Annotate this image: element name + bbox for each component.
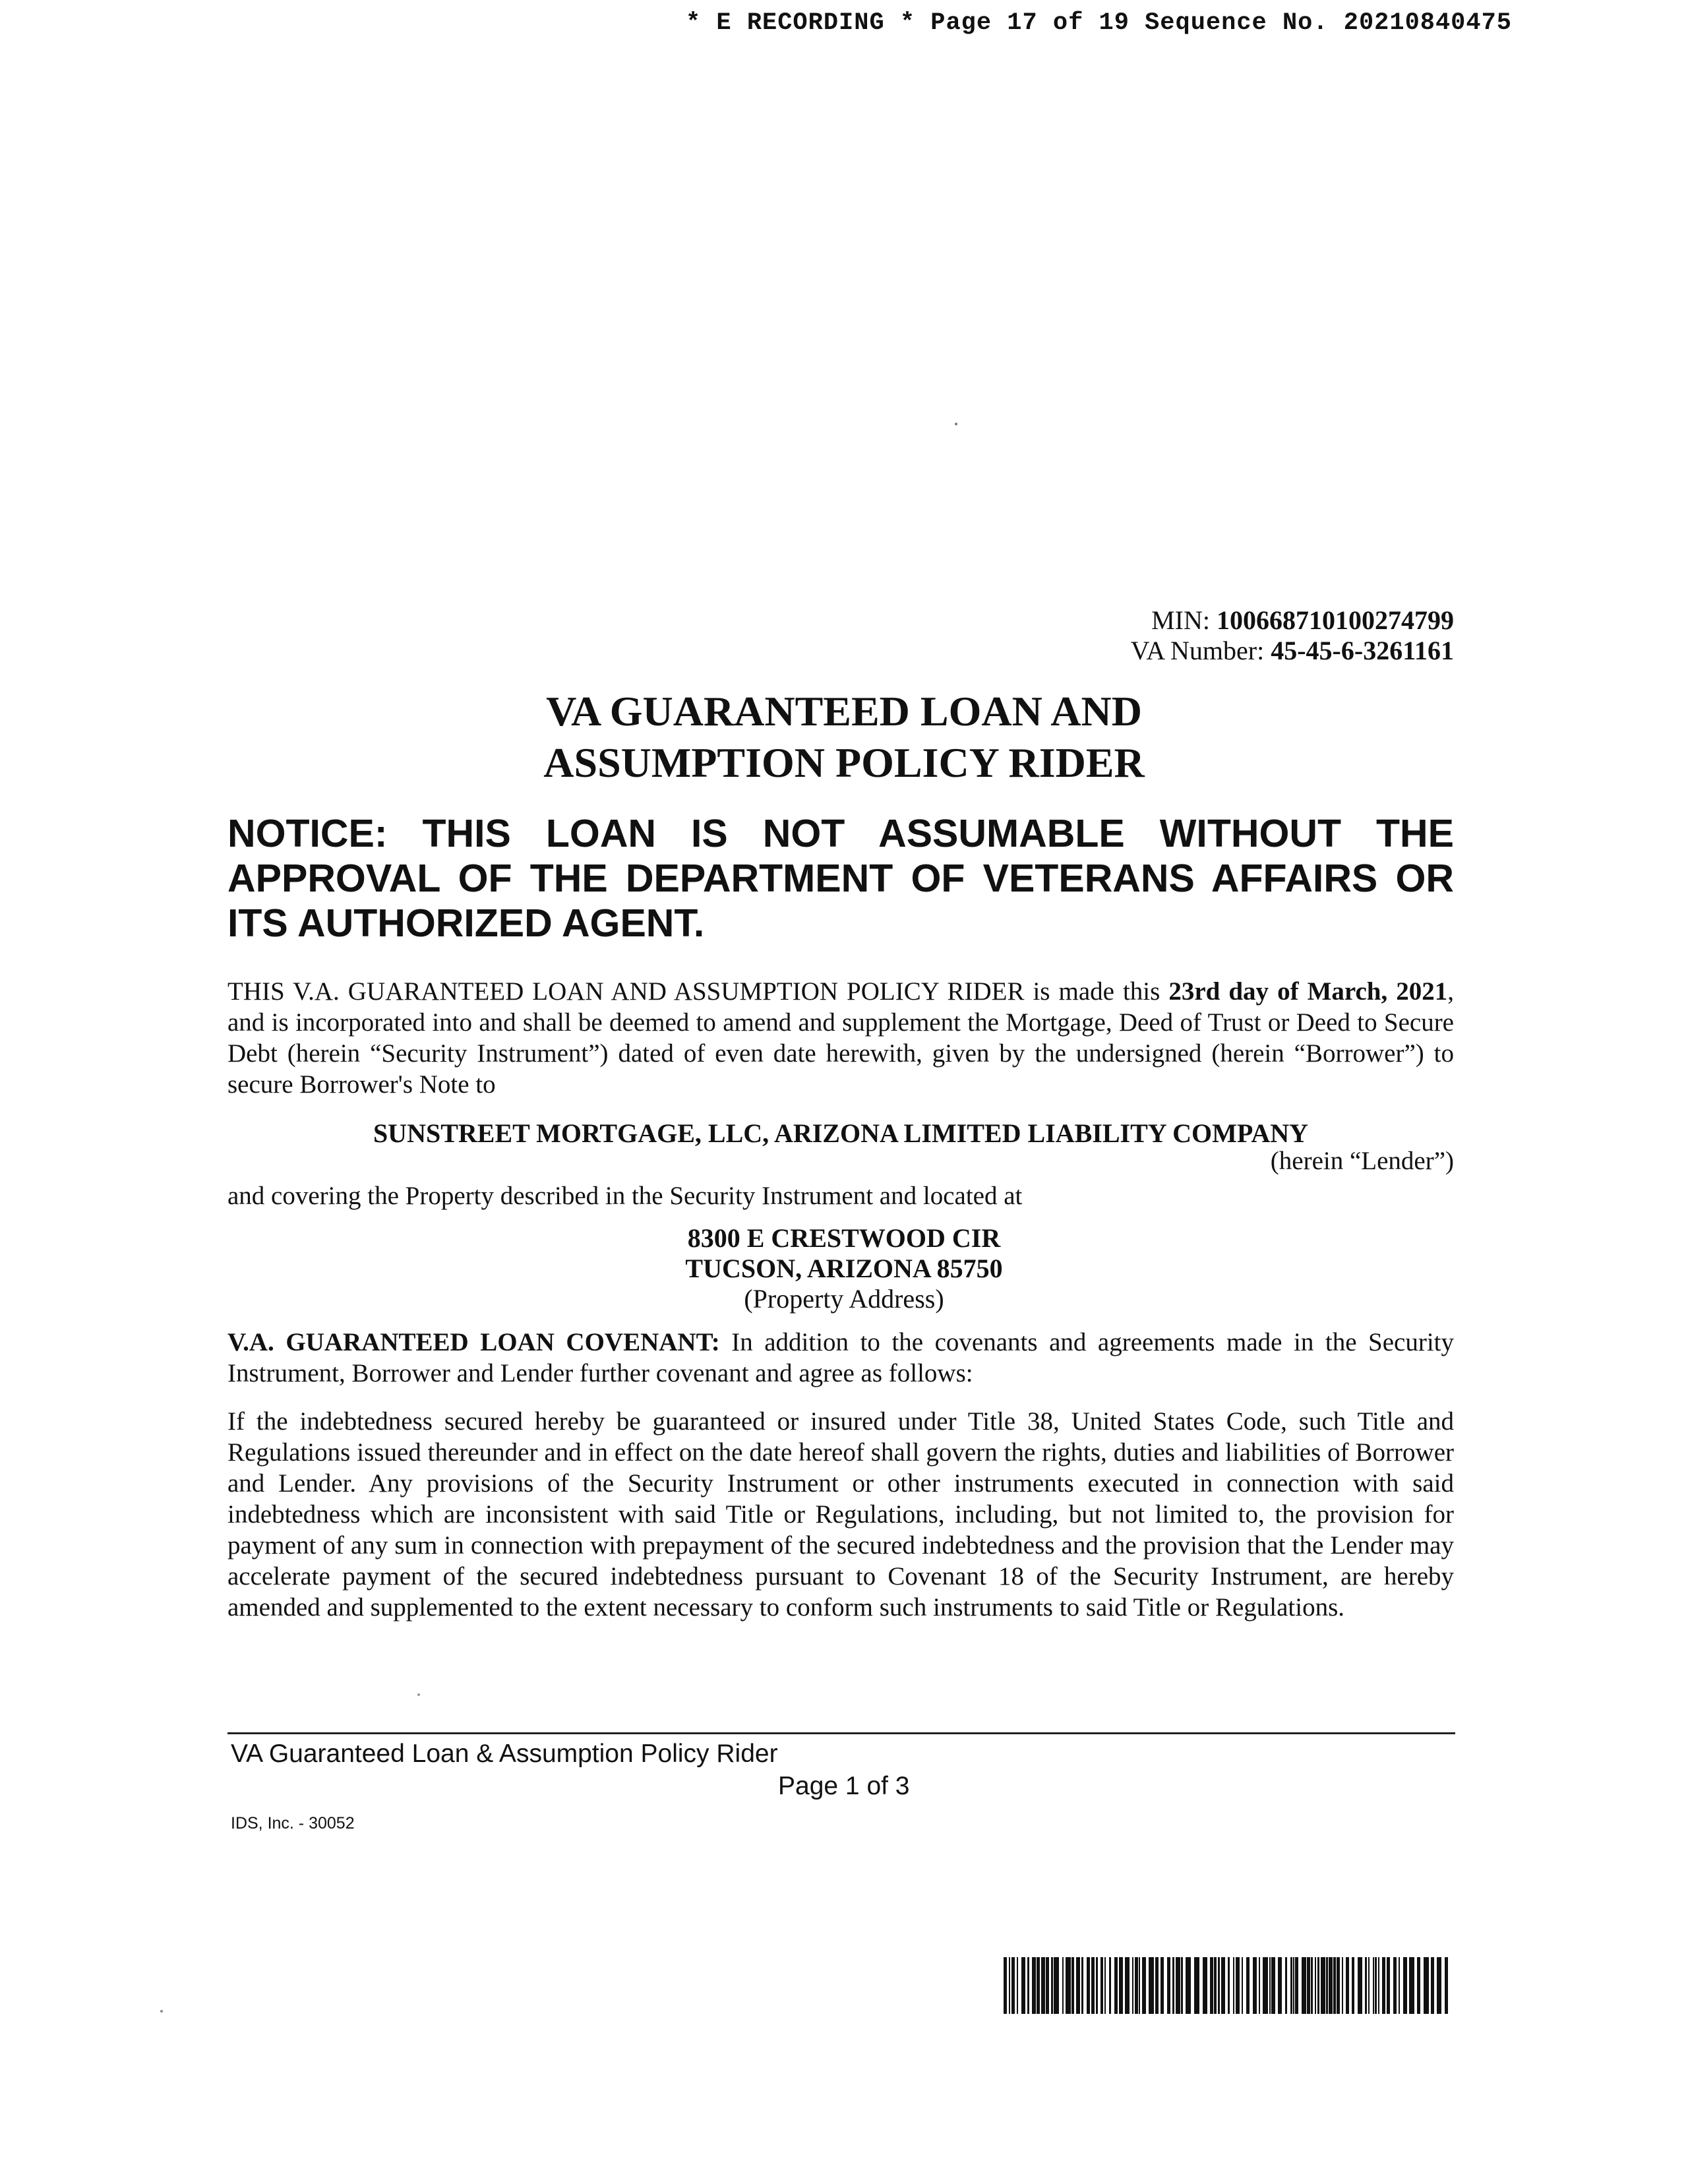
- barcode-bar: [1311, 1957, 1313, 2014]
- intro-paragraph: [227, 976, 1454, 1100]
- intro-text-1: THIS V.A. GUARANTEED LOAN AND ASSUMPTION POLICY RIDER is made this: [227, 977, 1169, 1006]
- barcode-bar: [1271, 1957, 1275, 2014]
- barcode-bar: [1135, 1957, 1138, 2014]
- loan-identifiers: [857, 605, 1454, 666]
- barcode-bar: [1278, 1957, 1282, 2014]
- barcode-bar: [1194, 1957, 1199, 2014]
- barcode-bar: [1375, 1957, 1377, 2014]
- barcode-bar: [1125, 1957, 1130, 2014]
- barcode-bar: [1027, 1957, 1029, 2014]
- barcode-bar: [1333, 1957, 1336, 2014]
- barcode-bar: [1071, 1957, 1074, 2014]
- barcode-bar: [1387, 1957, 1390, 2014]
- barcode-bar: [1317, 1957, 1319, 2014]
- footer-form-title: VA Guaranteed Loan & Assumption Policy Rider: [231, 1740, 778, 1768]
- barcode-bar: [1009, 1957, 1010, 2014]
- intro-text-2: , and is incorporated into and shall be deemed to amend and supplement the Mortgage, Deed of Trust or Deed to Secure Debt (herein “Security Instrument”) dated of even date herewith, given by the undersigned (herein “Borrower”) to secure Borrower's Note to: [227, 977, 1454, 1099]
- barcode-bar: [1302, 1957, 1306, 2014]
- barcode-bar: [1236, 1957, 1240, 2014]
- barcode-bar: [1358, 1957, 1362, 2014]
- barcode-bar: [1315, 1957, 1316, 2014]
- barcode-bar: [1368, 1957, 1370, 2014]
- barcode-bar: [1326, 1957, 1328, 2014]
- barcode-bar: [1160, 1957, 1164, 2014]
- barcode-bar: [1203, 1957, 1207, 2014]
- barcode-bar: [1259, 1957, 1260, 2014]
- property-street: 8300 E CRESTWOOD CIR: [687, 1223, 1001, 1253]
- barcode-bar: [1378, 1957, 1379, 2014]
- barcode-bar: [1119, 1957, 1123, 2014]
- va-number-label: VA Number:: [1130, 636, 1271, 665]
- barcode-bar: [1373, 1957, 1374, 2014]
- min-label: MIN:: [1151, 605, 1217, 635]
- barcode-bar: [1051, 1957, 1053, 2014]
- document-title-line-1: VA GUARANTEED LOAN AND: [546, 688, 1142, 735]
- covenant-intro: [227, 1327, 1454, 1389]
- barcode-bar: [1242, 1957, 1243, 2014]
- barcode-bar: [1149, 1957, 1154, 2014]
- barcode-bar: [1417, 1957, 1420, 2014]
- min-line: [857, 605, 1454, 636]
- lender-name: SUNSTREET MORTGAGE, LLC, ARIZONA LIMITED LIABILITY COMPANY: [373, 1118, 1309, 1148]
- barcode-bar: [1269, 1957, 1271, 2014]
- barcode-bar: [1046, 1957, 1049, 2014]
- barcode-bar: [1409, 1957, 1414, 2014]
- barcode-bar: [1100, 1957, 1103, 2014]
- barcode-bar: [1017, 1957, 1018, 2014]
- barcode-bar: [1329, 1957, 1333, 2014]
- recording-header: * E RECORDING * Page 17 of 19 Sequence No. 20210840475: [686, 9, 1512, 37]
- barcode-bar: [1321, 1957, 1325, 2014]
- barcode-bar: [1037, 1957, 1040, 2014]
- barcode-bar: [1307, 1957, 1310, 2014]
- barcode-bar: [1004, 1957, 1007, 2014]
- rider-date: 23rd day of March, 2021: [1168, 977, 1448, 1006]
- barcode-bar: [1246, 1957, 1250, 2014]
- barcode-bar: [1172, 1957, 1174, 2014]
- barcode-bar: [1076, 1957, 1080, 2014]
- barcode-bar: [1337, 1957, 1340, 2014]
- barcode-bar: [1221, 1957, 1225, 2014]
- barcode-bar: [1285, 1957, 1287, 2014]
- footer-form-id: IDS, Inc. - 30052: [231, 1814, 355, 1833]
- barcode-bar: [1295, 1957, 1298, 2014]
- barcode-bar: [1253, 1957, 1257, 2014]
- barcode-bar: [1263, 1957, 1268, 2014]
- property-address: [514, 1223, 1174, 1314]
- barcode-bar: [1399, 1957, 1400, 2014]
- barcode-bar: [1210, 1957, 1213, 2014]
- barcode-bar: [1342, 1957, 1343, 2014]
- barcode-bar: [1032, 1957, 1036, 2014]
- barcode-bar: [1393, 1957, 1397, 2014]
- property-address-caption: (Property Address): [744, 1284, 944, 1314]
- barcode-bar: [1233, 1957, 1234, 2014]
- barcode-bar: [1096, 1957, 1098, 2014]
- covenant-heading-text: In addition to the covenants and agreements made in the Security Instrument, Borrower and Lender further covenant and agree as follows:: [227, 1328, 1454, 1387]
- covenant-heading: V.A. GUARANTEED LOAN COVENANT:: [227, 1328, 720, 1356]
- barcode-bar: [1186, 1957, 1191, 2014]
- barcode-bar: [1403, 1957, 1407, 2014]
- barcode-bar: [1431, 1957, 1434, 2014]
- barcode-bar: [1445, 1957, 1448, 2014]
- barcode-bar: [1081, 1957, 1083, 2014]
- barcode-bar: [1021, 1957, 1025, 2014]
- lender-herein: (herein “Lender”): [1270, 1147, 1454, 1175]
- va-number-value: 45-45-6-3261161: [1271, 636, 1454, 665]
- document-title: [448, 686, 1240, 789]
- barcode-bar: [1139, 1957, 1140, 2014]
- barcode-bar: [1104, 1957, 1106, 2014]
- barcode-bar: [1114, 1957, 1118, 2014]
- barcode-bar: [1142, 1957, 1146, 2014]
- barcode-bar: [1181, 1957, 1183, 2014]
- barcode-image: [1004, 1957, 1454, 2014]
- barcode-bar: [1365, 1957, 1367, 2014]
- barcode-bar: [1054, 1957, 1059, 2014]
- barcode-bar: [1424, 1957, 1429, 2014]
- va-number-line: [857, 636, 1454, 666]
- barcode-bar: [1228, 1957, 1230, 2014]
- barcode-bar: [1109, 1957, 1111, 2014]
- barcode-bar: [1155, 1957, 1159, 2014]
- barcode-bar: [1041, 1957, 1045, 2014]
- barcode-bar: [1091, 1957, 1095, 2014]
- barcode-bar: [1167, 1957, 1170, 2014]
- barcode-bar: [1346, 1957, 1349, 2014]
- barcode-bar: [1087, 1957, 1090, 2014]
- barcode-bar: [1176, 1957, 1180, 2014]
- barcode-bar: [1214, 1957, 1217, 2014]
- barcode-bar: [1062, 1957, 1064, 2014]
- assumption-notice: NOTICE: THIS LOAN IS NOT ASSUMABLE WITHOUT THE APPROVAL OF THE DEPARTMENT OF VETERANS AFFAIRS OR ITS AUTHORIZED AGENT.: [227, 812, 1454, 945]
- covering-text: and covering the Property described in the Security Instrument and located at: [227, 1182, 1023, 1210]
- barcode-bar: [1293, 1957, 1294, 2014]
- barcode-bar: [1066, 1957, 1071, 2014]
- barcode-bar: [1132, 1957, 1133, 2014]
- footer-page-number: Page 1 of 3: [778, 1772, 910, 1800]
- barcode-bar: [1218, 1957, 1220, 2014]
- property-city-state-zip: TUCSON, ARIZONA 85750: [685, 1254, 1003, 1283]
- footer-rule: [227, 1732, 1455, 1734]
- document-title-line-2: ASSUMPTION POLICY RIDER: [543, 739, 1145, 786]
- covenant-body: If the indebtedness secured hereby be guaranteed or insured under Title 38, United States Code, such Title and Regulations issued thereunder and in effect on the date hereof shall govern the rights, duties and liabilities of Borrower and Lender. Any provisions of the Security Instrument or other instruments executed in connection with said indebtedness which are inconsistent with said Title or Regulations, including, but not limited to, the provision for payment of any sum in connection with prepayment of the secured indebtedness and the provision that the Lender may accelerate payment of the secured indebtedness pursuant to Covenant 18 of the Security Instrument, are hereby amended and supplemented to the extent necessary to conform such instruments to said Title or Regulations.: [227, 1407, 1454, 1622]
- min-value: 100668710100274799: [1217, 605, 1454, 635]
- barcode-bar: [1382, 1957, 1385, 2014]
- barcode-bar: [1437, 1957, 1441, 2014]
- barcode-bar: [1352, 1957, 1354, 2014]
- barcode-bar: [1290, 1957, 1292, 2014]
- barcode-bar: [1011, 1957, 1015, 2014]
